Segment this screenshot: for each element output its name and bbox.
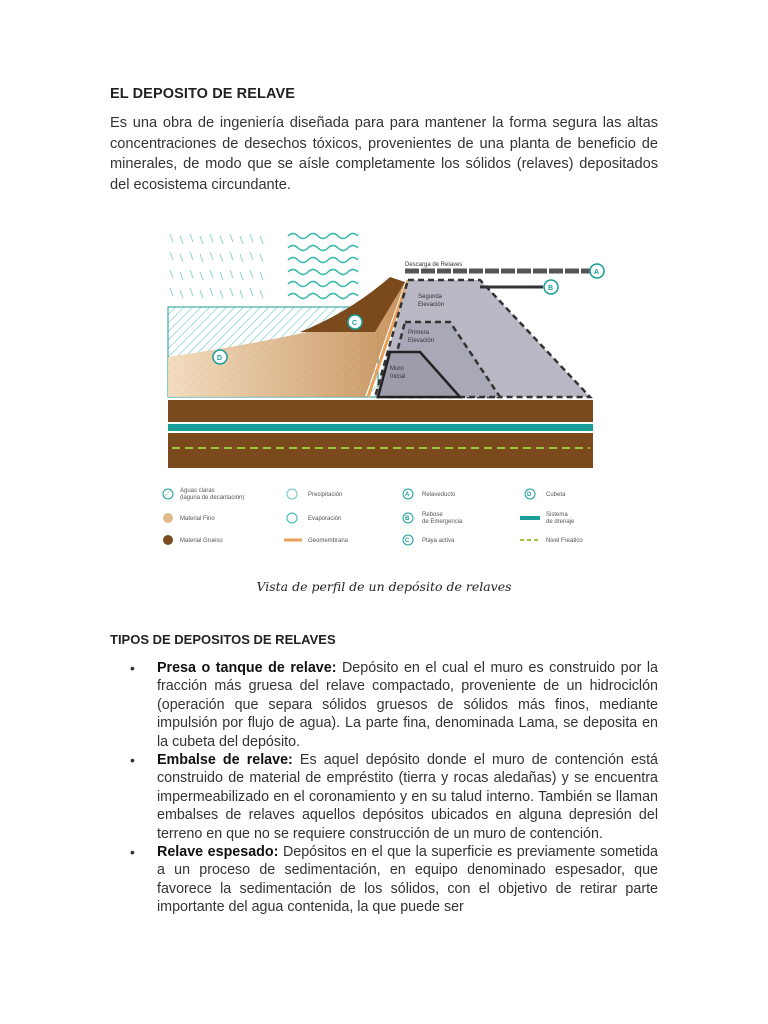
svg-text:Geomembrana: Geomembrana	[308, 538, 349, 544]
svg-text:Inicial: Inicial	[390, 374, 406, 380]
svg-text:Relaveducto: Relaveducto	[422, 492, 456, 498]
svg-text:D: D	[217, 355, 223, 362]
svg-text:Playa activa: Playa activa	[422, 538, 455, 544]
svg-text:C: C	[352, 320, 358, 327]
document-heading: EL DEPOSITO DE RELAVE	[110, 86, 295, 102]
svg-text:D: D	[527, 492, 532, 498]
svg-text:Segunda: Segunda	[418, 294, 443, 300]
svg-text:Muro: Muro	[390, 366, 404, 372]
svg-text:A: A	[405, 492, 410, 498]
svg-text:Cubeta: Cubeta	[546, 492, 566, 498]
svg-text:de Emergencia: de Emergencia	[422, 519, 463, 525]
svg-text:Elevación: Elevación	[408, 338, 435, 344]
item-text: Depósito en el cual el muro es construido por la fracción más gruesa del relave compactado, proveniente de un hidrociclón (operación que separa sólidos gruesos de sólidos más finos, mediante impulsión por flujo de agua). La parte fina, denominada Lama, se deposita en la cubeta del depósito.	[157, 660, 658, 750]
section-heading: TIPOS DE DEPOSITOS DE RELAVES	[110, 632, 336, 647]
item-term: Relave espesado:	[157, 844, 279, 861]
svg-text:Precipitación: Precipitación	[308, 492, 343, 498]
svg-text:Material Grueso: Material Grueso	[180, 538, 223, 544]
svg-text:Sistema: Sistema	[546, 512, 568, 518]
intro-paragraph: Es una obra de ingeniería diseñada para para mantener la forma segura las altas concentraciones de desechos tóxicos, provenientes de una planta de beneficio de minerales, de modo que se aísle completamente los sólidos (relaves) depositados del ecosistema circundante.	[110, 115, 658, 193]
svg-text:Nivel Freático: Nivel Freático	[546, 538, 583, 544]
svg-text:Descarga de Relaves: Descarga de Relaves	[405, 262, 463, 268]
figure-caption: Vista de perfil de un depósito de relaves	[256, 579, 512, 594]
deposit-types-list	[130, 659, 658, 917]
item-term: Embalse de relave:	[157, 752, 293, 769]
svg-text:C: C	[405, 538, 410, 544]
list-item: • Relave espesado: Depósitos en el que la superficie es previamente sometida a un proceso de sedimentación, en equipo denominado espesador, que favorece la sedimentación de los sólidos, con el objetivo de retirar parte importante del agua contenida, la que puede ser	[130, 844, 659, 916]
svg-text:Material Fino: Material Fino	[180, 516, 215, 522]
svg-text:(laguna de decantación): (laguna de decantación)	[180, 495, 245, 501]
list-item: • Embalse de relave: Es aquel depósito donde el muro de contención está construido de material de empréstito (tierra y rocas aledañas) y se encuentra impermeabilizado en el coronamiento y en su talud interno. También se llaman embalses de relaves aquellos depósitos ubicados en alguna depresión del terreno en que no se requiere construcción de un muro de contención.	[130, 752, 658, 842]
svg-text:A: A	[594, 269, 600, 276]
svg-text:de drenaje: de drenaje	[546, 519, 575, 525]
item-text: Es aquel depósito donde el muro de contención está construido de material de empréstito (tierra y rocas aledañas) y se encuentra impermeabilizado en el coronamiento y en su talud interno. También se llaman embalses de relaves aquellos depósitos ubicados en alguna depresión del terreno en que no se requiere construcción de un muro de contención.	[157, 752, 658, 842]
svg-text:Primera: Primera	[408, 330, 430, 336]
svg-text:Rebose: Rebose	[422, 512, 443, 518]
item-term: Presa o tanque de relave:	[157, 660, 337, 676]
svg-text:Elevación: Elevación	[418, 302, 445, 308]
svg-text:B: B	[548, 285, 554, 292]
evaporation-icon	[288, 234, 358, 299]
precipitation-icon	[170, 234, 263, 298]
item-text: Depósitos en el que la superficie es previamente sometida a un proceso de sedimentación, en equipo denominado espesador, que favorece la sedimentación de los sólidos, con el objetivo de retirar parte importante del agua contenida, la que puede ser	[157, 844, 659, 916]
svg-text:Aguas claras: Aguas claras	[180, 488, 215, 494]
tailings-deposit-diagram	[150, 222, 610, 562]
list-item: • Presa o tanque de relave: Depósito en el cual el muro es construido por la fracción más gruesa del relave compactado, proveniente de un hidrociclón (operación que separa sólidos gruesos de sólidos más finos, mediante impulsión por flujo de agua). La parte fina, denominada Lama, se deposita en la cubeta del depósito.	[130, 660, 658, 750]
svg-text:Evaporación: Evaporación	[308, 516, 342, 522]
svg-text:B: B	[405, 516, 410, 522]
